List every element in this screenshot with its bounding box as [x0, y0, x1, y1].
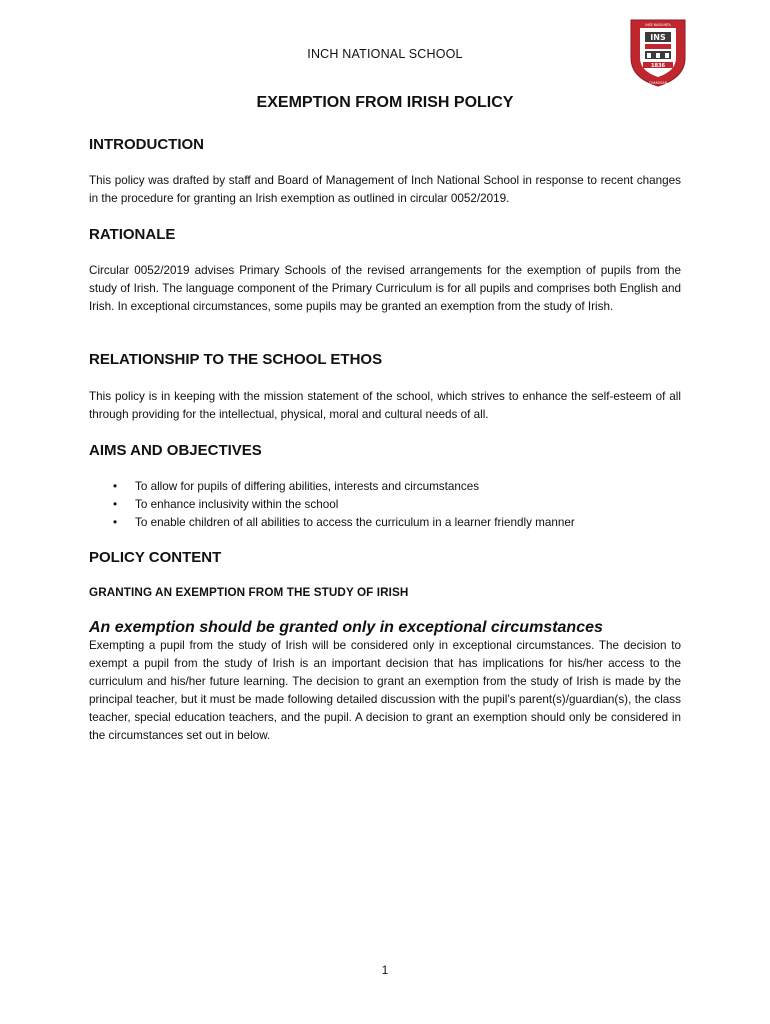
rationale-text: Circular 0052/2019 advises Primary Schools of the revised arrangements for the exemption of pupils from the study of Irish. The language component of the Primary Curriculum is for all pupils and comprises both English and Irish. In exceptional circumstances, some pupils may be granted an exemption from the study of Irish. [89, 264, 681, 313]
svg-text:CHAROSAN: CHAROSAN [648, 81, 668, 85]
policy-text: Exempting a pupil from the study of Irish will be considered only in exceptional circumstances. The decision to exempt a pupil from the study of Irish is an important decision that has implications for his/her access to the curriculum and his/her future learning. The decision to grant an exemption from the study of Irish is made by the principal teacher, but it must be made following detailed discussion with the pupil’s parent(s)/guardian(s), the class teacher, special education teachers, and the pupil. A decision to grant an exemption should only be considered in the circumstances set out in below. [89, 639, 681, 742]
policy-lead-text: An exemption should be granted only in exceptional circumstances [89, 619, 603, 636]
heading-introduction: INTRODUCTION [89, 136, 204, 153]
aims-list [89, 478, 681, 532]
bullet-icon: • [113, 516, 118, 529]
svg-text:1836: 1836 [651, 63, 665, 69]
heading-policy-content: POLICY CONTENT [89, 549, 222, 566]
heading-school-ethos: RELATIONSHIP TO THE SCHOOL ETHOS [89, 351, 383, 368]
list-item: • To allow for pupils of differing abilities, interests and circumstances [89, 478, 681, 496]
subheading-granting-exemption: GRANTING AN EXEMPTION FROM THE STUDY OF IRISH [89, 586, 409, 599]
school-crest-logo [627, 18, 689, 88]
list-item: • To enable children of all abilities to access the curriculum in a learner friendly manner [89, 514, 681, 532]
heading-aims-objectives: AIMS AND OBJECTIVES [89, 442, 262, 459]
page-number: 1 [381, 963, 389, 977]
svg-text:INS: INS [650, 33, 666, 42]
document-title: EXEMPTION FROM IRISH POLICY [256, 94, 514, 111]
ethos-text: This policy is in keeping with the mission statement of the school, which strives to enhance the self-esteem of all through providing for the intellectual, physical, moral and cultural needs of all. [89, 390, 681, 421]
bullet-icon: • [113, 480, 118, 493]
list-item: • To enhance inclusivity within the school [89, 496, 681, 514]
header-school-name: INCH NATIONAL SCHOOL [307, 47, 463, 61]
heading-rationale: RATIONALE [89, 226, 176, 243]
bullet-icon: • [113, 498, 118, 511]
policy-content-block [89, 619, 681, 745]
svg-text:INSE NAISIUNTA: INSE NAISIUNTA [645, 23, 671, 27]
introduction-text: This policy was drafted by staff and Board of Management of Inch National School in response to recent changes in the procedure for granting an Irish exemption as outlined in circular 0052/2019. [89, 174, 681, 205]
